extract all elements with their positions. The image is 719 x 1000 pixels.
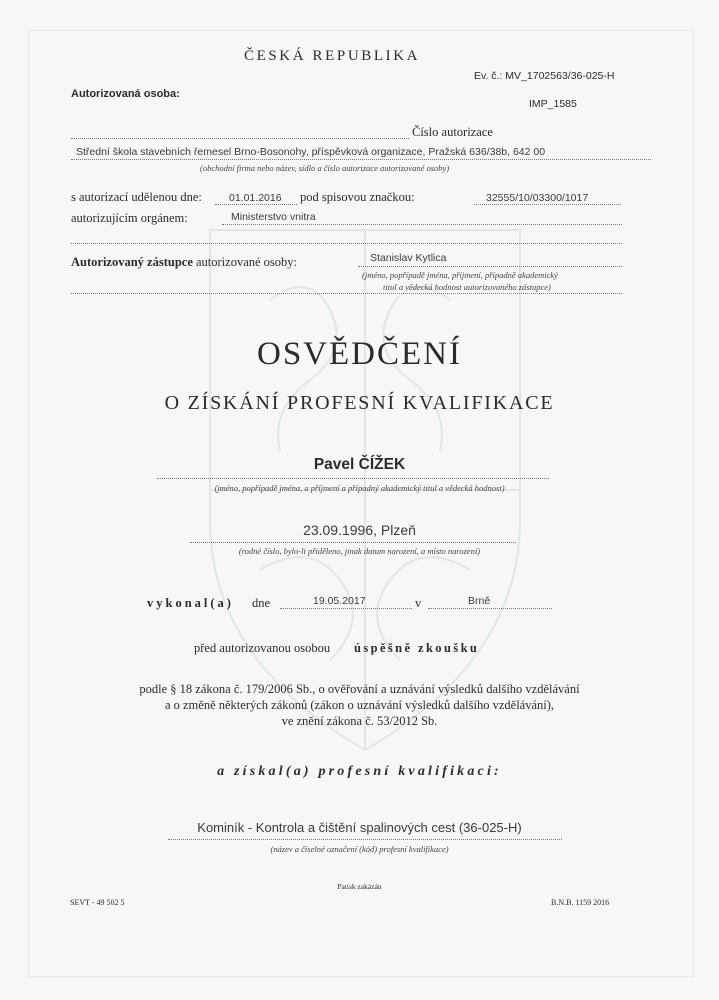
holder-birth-line bbox=[190, 542, 516, 543]
certificate-title: OSVĚDČENÍ bbox=[257, 336, 462, 372]
authorization-number-line bbox=[71, 138, 409, 139]
blank-line bbox=[71, 243, 622, 244]
form-code-left: SEVT - 49 502 5 bbox=[70, 898, 125, 907]
qualification-line bbox=[168, 839, 562, 840]
organization-line bbox=[71, 159, 651, 160]
exam-result: úspěšně zkoušku bbox=[354, 641, 480, 655]
file-number-label: pod spisovou značkou: bbox=[300, 190, 415, 204]
holder-name-line bbox=[157, 478, 549, 479]
authorized-person-label: Autorizovaná osoba: bbox=[71, 88, 180, 100]
exam-place-label: v bbox=[415, 596, 422, 610]
file-number: 32555/10/03300/1017 bbox=[486, 192, 589, 204]
representative-line bbox=[358, 266, 622, 267]
granted-date: 01.01.2016 bbox=[229, 192, 282, 204]
qualification-caption: (název a číselné označení (kód) profesní kvalifikace) bbox=[270, 844, 449, 854]
representative-bottom-line bbox=[71, 293, 622, 294]
organization-name: Střední škola stavebních řemesel Brno-Bosonohy, příspěvková organizace, Pražská 636/38b, 642 00 bbox=[76, 146, 546, 158]
certificate-subtitle: O ZÍSKÁNÍ PROFESNÍ KVALIFIKACE bbox=[164, 392, 555, 414]
form-code-right: B.N.B. 1159 2016 bbox=[551, 898, 610, 907]
exam-place: Brně bbox=[468, 595, 491, 607]
granted-date-line bbox=[215, 204, 297, 205]
qualification-name: Kominík - Kontrola a čištění spalinových cest (36-025-H) bbox=[197, 820, 522, 835]
holder-name-caption: (jméno, popřípadě jména, a příjmení a případný akademický titul a vědecká hodnost) bbox=[214, 483, 505, 493]
authorization-number-label: Číslo autorizace bbox=[412, 125, 493, 139]
file-number-line bbox=[474, 204, 621, 205]
authority-label: autorizujícím orgánem: bbox=[71, 211, 188, 225]
granted-label: s autorizací udělenou dne: bbox=[71, 190, 202, 204]
representative-name: Stanislav Kytlica bbox=[370, 252, 447, 264]
law-line-2: a o změně některých zákonů (zákon o uznávání výsledků dalšího vzdělávání), bbox=[164, 698, 555, 712]
authority-value: Ministerstvo vnitra bbox=[231, 211, 316, 223]
law-line-3: ve znění zákona č. 53/2012 Sb. bbox=[281, 714, 438, 728]
performed-label: vykonal(a) bbox=[147, 596, 234, 610]
organization-caption: (obchodní firma nebo název, sídlo a číslo autorizace autorizované osoby) bbox=[200, 163, 450, 173]
qualification-label: a získal(a) profesní kvalifikaci: bbox=[217, 764, 502, 779]
authority-line bbox=[222, 224, 622, 225]
exam-place-line bbox=[428, 608, 552, 609]
exam-date-line bbox=[280, 608, 412, 609]
holder-name: Pavel ČÍŽEK bbox=[313, 456, 406, 473]
law-line-1: podle § 18 zákona č. 179/2006 Sb., o ověřování a uznávání výsledků dalšího vzdělávání bbox=[139, 682, 580, 696]
exam-date: 19.05.2017 bbox=[313, 595, 366, 607]
representative-label bbox=[71, 255, 297, 270]
representative-label-rest: autorizované osoby: bbox=[196, 255, 298, 269]
holder-birth: 23.09.1996, Plzeň bbox=[303, 522, 416, 538]
representative-label-bold: Autorizovaný zástupce bbox=[71, 255, 193, 269]
representative-caption-1: (jméno, popřípadě jména, příjmení, případně akademický bbox=[362, 270, 558, 280]
evidence-number: Ev. č.: MV_1702563/36-025-H bbox=[474, 70, 615, 82]
reprint-notice: Patisk zakázán bbox=[337, 882, 382, 891]
holder-birth-caption: (rodné číslo, bylo-li přiděleno, jinak datum narození, a místo narození) bbox=[238, 546, 481, 556]
exam-date-label: dne bbox=[252, 596, 271, 610]
representative-caption-2: titul a vědecká hodnost autorizovaného zástupce) bbox=[383, 282, 551, 292]
before-label: před autorizovanou osobou bbox=[194, 641, 331, 655]
imp-code: IMP_1585 bbox=[529, 98, 577, 110]
country-heading: ČESKÁ REPUBLIKA bbox=[244, 48, 421, 64]
